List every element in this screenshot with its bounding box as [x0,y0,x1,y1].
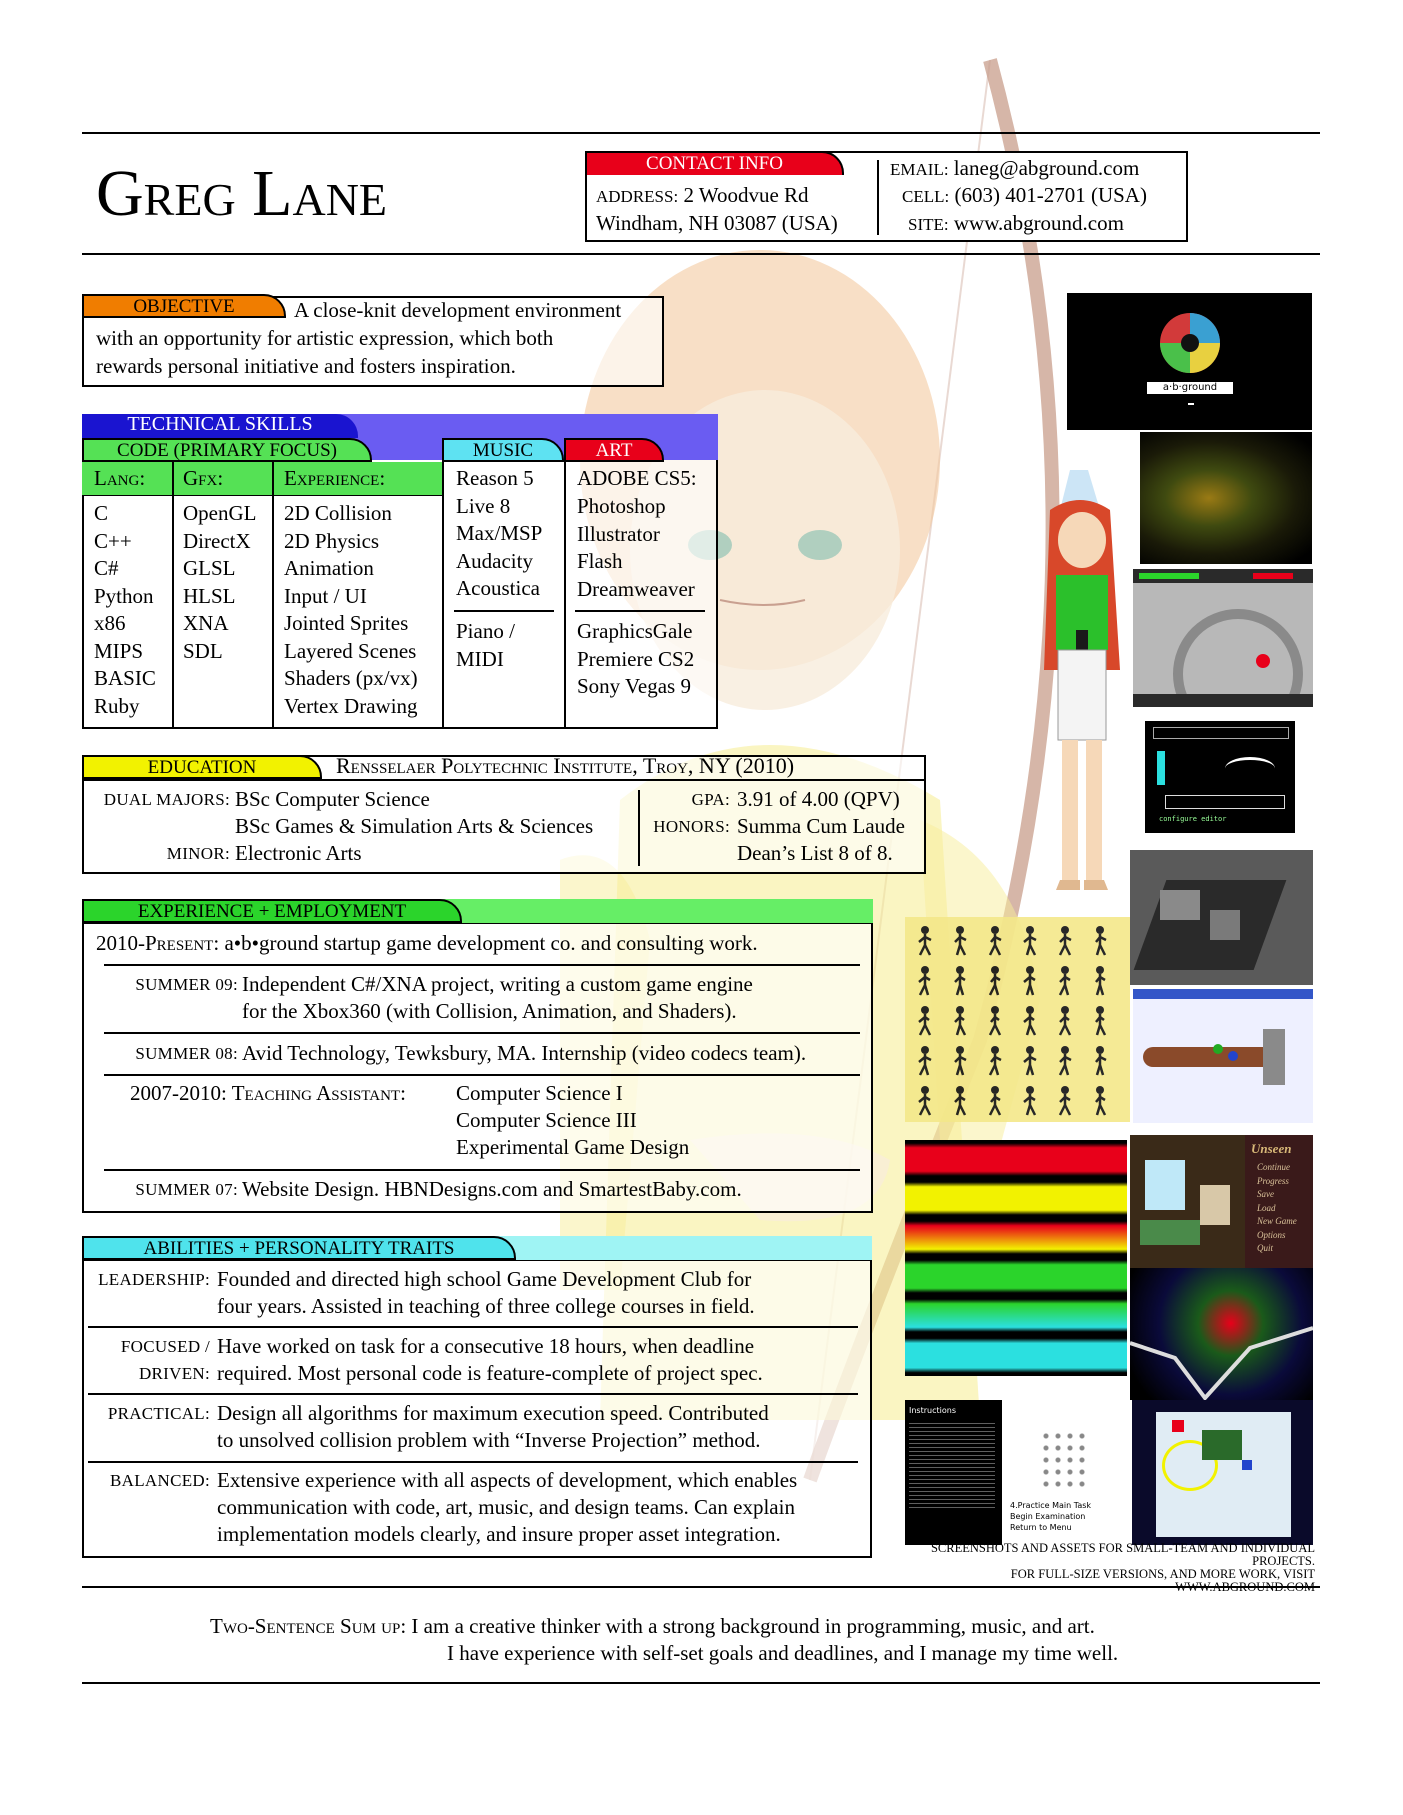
ab-sep-1 [88,1326,858,1328]
instructions-screenshot [905,1400,1002,1545]
summary-line1: Two-Sentence Sum up: I am a creative thinker with a strong background in programming, music, and art. [210,1614,1095,1638]
art-list [577,493,695,603]
menu-item: Continue [1257,1162,1290,1172]
art-tab: ART [564,438,664,462]
balanced-line2: communication with code, art, music, and design teams. Can explain [217,1495,795,1519]
sprite-frame [990,1006,1000,1035]
music-list-2 [456,618,515,673]
vortex-screenshot [1130,1268,1313,1406]
sprite-frame [1096,926,1106,955]
sprite-frame [955,966,965,995]
gfx-list [183,500,256,665]
game-menu-screenshot [1245,1135,1313,1268]
exp-sep-1 [104,964,860,966]
gfx-item: SDL [183,638,223,663]
practice-menu-item: 4.Practice Main Task [1010,1501,1092,1510]
art-item: Illustrator [577,521,660,546]
objective-line1: A close-knit development environment [294,298,622,322]
menu-item: Quit [1257,1243,1274,1253]
ab-sep-2 [88,1393,858,1395]
sprite-frame [1096,966,1105,995]
menu-item: New Game [1257,1216,1297,1226]
editor-label: configure editor [1159,815,1227,823]
sprite-frame [1096,1086,1105,1115]
art-list-2 [577,618,694,701]
menu-item: Options [1257,1229,1286,1240]
balanced-line3: implementation models clearly, and insure proper asset integration. [217,1522,781,1546]
music-divider [442,440,444,729]
art-item: Sony Vegas 9 [577,674,691,698]
rhythm-editor-screenshot [1145,721,1295,833]
minor: Electronic Arts [235,841,362,865]
sprite-frame [1060,926,1071,955]
gfx-item: OpenGL [183,501,257,525]
gfx-header: Gfx: [183,466,224,490]
code-tab: CODE (PRIMARY FOCUS) [82,438,372,462]
sprite-frame [1060,1006,1070,1035]
hammer-screenshot [1133,989,1313,1123]
abilities-tab: ABILITIES + PERSONALITY TRAITS [82,1236,516,1260]
exp4-label: 2007-2010: Teaching Assistant: [130,1081,406,1105]
game-level-screenshot [1133,569,1313,707]
exp-sep-2 [104,1032,860,1034]
sprite-frame [1024,966,1035,995]
honors-label: HONORS: [653,817,730,836]
exp5-label: SUMMER 07: [135,1180,238,1199]
focused-line2: required. Most personal code is feature-complete of project spec. [217,1361,763,1385]
character-sprite [1030,470,1135,910]
footer-top-rule [82,1586,1320,1588]
experience-item: Input / UI [284,583,367,608]
leadership-line1: Founded and directed high school Game Development Club for [217,1267,752,1291]
abground-logo-screenshot [1067,293,1312,430]
experience-item: Animation [284,556,374,580]
menu-title: Unseen [1251,1141,1292,1156]
sprite-frame [919,966,930,995]
summary-line2: I have experience with self-set goals and deadlines, and I manage my time well. [447,1641,1119,1665]
music-item: Live 8 [456,493,511,518]
menu-list [1257,1161,1297,1256]
experience-item: Jointed Sprites [284,611,409,635]
art-divider [564,440,566,729]
objective-line3: rewards personal initiative and fosters inspiration. [96,354,516,378]
gfx-item: DirectX [183,528,251,553]
sprite-frame [955,1046,966,1075]
major2: BSc Games & Simulation Arts & Sciences [235,814,594,838]
caption-line2: FOR FULL-SIZE VERSIONS, AND MORE WORK, VISIT [1010,1567,1315,1581]
practical-label: PRACTICAL: [107,1404,210,1423]
room-scene-screenshot [1130,1135,1245,1268]
art-header: ADOBE CS5: [577,466,697,490]
lang-item: Python [94,583,154,608]
practice-menu-item: Begin Examination [1010,1512,1086,1521]
menu-item: Save [1257,1189,1274,1199]
music-list [456,465,542,603]
sprite-frame [1024,1006,1035,1035]
music-item: Audacity [456,548,533,573]
art-item: Photoshop [577,494,666,518]
leadership-line2: four years. Assisted in teaching of three college courses in field. [217,1294,755,1318]
sprite-frame [1060,1086,1070,1115]
gpa-label: GPA: [691,790,730,809]
art-item: Premiere CS2 [577,646,695,671]
instructions-title: Instructions [909,1406,956,1415]
exp-header: Experience: [284,466,386,490]
cell-line: CELL: (603) 401-2701 (USA) [902,183,1147,207]
lang-item: MIPS [94,638,144,663]
exp3-label: SUMMER 08: [135,1044,238,1063]
music-item: MIDI [456,646,504,671]
sprite-frame [955,926,966,955]
swirl-screenshot [1140,432,1312,564]
school-name: Rensselaer Polytechnic Institute, Troy, NY (2010) [336,753,795,778]
exp4-line2: Computer Science III [456,1108,637,1132]
experience-item: Layered Scenes [284,638,417,663]
menu-item: Progress [1257,1175,1289,1186]
focused-label-1: FOCUSED / [120,1337,210,1356]
art-item: GraphicsGale [577,619,693,643]
practice-menu-item: Return to Menu [1010,1523,1072,1532]
3d-level-screenshot [1130,850,1313,985]
practice-menu-screenshot [1002,1400,1132,1545]
footer-bottom-rule [82,1682,1320,1684]
experience-item: Vertex Drawing [284,693,418,718]
gfx-divider [172,462,174,727]
majors-label: DUAL MAJORS: [103,790,230,809]
art-item: Dreamweaver [577,576,695,601]
sprite-frame [990,966,1000,995]
leadership-label: LEADERSHIP: [98,1270,210,1289]
honors2: Dean’s List 8 of 8. [737,841,893,865]
exp5: Website Design. HBNDesigns.com and SmartestBaby.com. [242,1177,742,1201]
exp2-label: SUMMER 09: [135,975,238,994]
exp4-line1: Computer Science I [456,1081,623,1105]
sprite-frame [919,1046,931,1075]
menu-item: Load [1257,1202,1276,1213]
sprite-frame [919,926,931,955]
lang-item: Ruby [94,693,140,718]
gfx-item: GLSL [183,556,236,580]
major1: BSc Computer Science [235,787,430,811]
sprite-sheet [905,917,1130,1122]
address-line2: Windham, NH 03087 (USA) [596,211,838,235]
music-item: Piano / [456,619,515,643]
contact-divider [877,160,879,235]
experience-item: 2D Collision [284,501,392,525]
audio-waveforms [905,1140,1127,1376]
exp1: 2010-Present: a•b•ground startup game development co. and consulting work. [96,931,758,955]
music-item: Max/MSP [456,521,543,545]
lang-item: x86 [94,611,126,635]
art-sep [575,610,705,612]
sprite-frame [1096,1046,1106,1075]
tile-map-screenshot [1132,1400,1313,1545]
lang-item: C++ [94,528,132,553]
exp2-line2: for the Xbox360 (with Collision, Animation, and Shaders). [242,999,737,1023]
art-item: Flash [577,549,623,573]
top-rule [82,132,1320,134]
sprite-frame [955,1006,965,1035]
focused-line1: Have worked on task for a consecutive 18 hours, when deadline [217,1334,755,1358]
sprite-frame [1024,926,1036,955]
sprite-frame [990,1086,1000,1115]
lang-header: Lang: [94,466,146,490]
contact-tab: CONTACT INFO [585,151,844,175]
music-item: Acoustica [456,576,540,600]
address-line1: ADDRESS: 2 Woodvue Rd [596,183,809,207]
exp4-line3: Experimental Game Design [456,1135,690,1159]
gfx-item: HLSL [183,583,236,608]
music-tab: MUSIC [442,438,564,462]
logo-text: a·b·ground [1162,382,1218,393]
focused-label-2: DRIVEN: [138,1364,210,1383]
objective-line2: with an opportunity for artistic expression, which both [96,326,554,350]
sprite-frame [1060,1046,1071,1075]
balanced-line1: Extensive experience with all aspects of development, which enables [217,1468,798,1492]
email-line: EMAIL: laneg@abground.com [890,156,1140,180]
experience-tab: EXPERIENCE + EMPLOYMENT [82,899,462,923]
balanced-label: BALANCED: [110,1471,210,1490]
sprite-frame [1024,1046,1036,1075]
sprite-frame [919,1006,930,1035]
site-line: SITE: www.abground.com [908,211,1124,235]
sprite-frame [1060,966,1070,995]
sprite-frame [990,1046,1001,1075]
lang-item: BASIC [94,666,156,690]
minor-label: MINOR: [166,844,230,863]
sprite-frame [1024,1086,1035,1115]
skills-tab: TECHNICAL SKILLS [82,414,358,438]
lang-item: C# [94,556,119,580]
experience-item: 2D Physics [284,528,380,553]
practical-line1: Design all algorithms for maximum execution speed. Contributed [217,1401,769,1425]
education-tab: EDUCATION [82,755,322,779]
header-bottom-rule [82,253,1320,255]
experience-item: Shaders (px/vx) [284,666,418,690]
exp-list [284,500,418,720]
ab-sep-3 [88,1461,858,1463]
gfx-item: XNA [183,611,229,635]
practical-line2: to unsolved collision problem with “Inverse Projection” method. [217,1428,761,1452]
education-header-line [82,779,926,781]
lang-item: C [94,501,109,525]
exp-sep-4 [104,1169,860,1171]
exp2-line1: Independent C#/XNA project, writing a custom game engine [242,972,753,996]
exp-divider [272,462,274,727]
sprite-frame [919,1086,930,1115]
name-title: Greg Lane [96,157,388,230]
exp3: Avid Technology, Tewksbury, MA. Internship (video codecs team). [242,1041,807,1065]
sprite-frame [990,926,1001,955]
sprite-frame [955,1086,965,1115]
exp-sep-3 [104,1074,860,1076]
music-sep [454,610,554,612]
practice-menu [1010,1500,1091,1533]
objective-tab: OBJECTIVE [82,294,286,318]
music-item: Reason 5 [456,466,534,490]
honors1: Summa Cum Laude [737,814,905,838]
lang-list [94,500,156,720]
sprite-frame [1096,1006,1105,1035]
gpa: 3.91 of 4.00 (QPV) [737,787,900,811]
caption-line1: SCREENSHOTS AND ASSETS FOR SMALL-TEAM AND INDIVIDUAL PROJECTS. [930,1541,1315,1568]
